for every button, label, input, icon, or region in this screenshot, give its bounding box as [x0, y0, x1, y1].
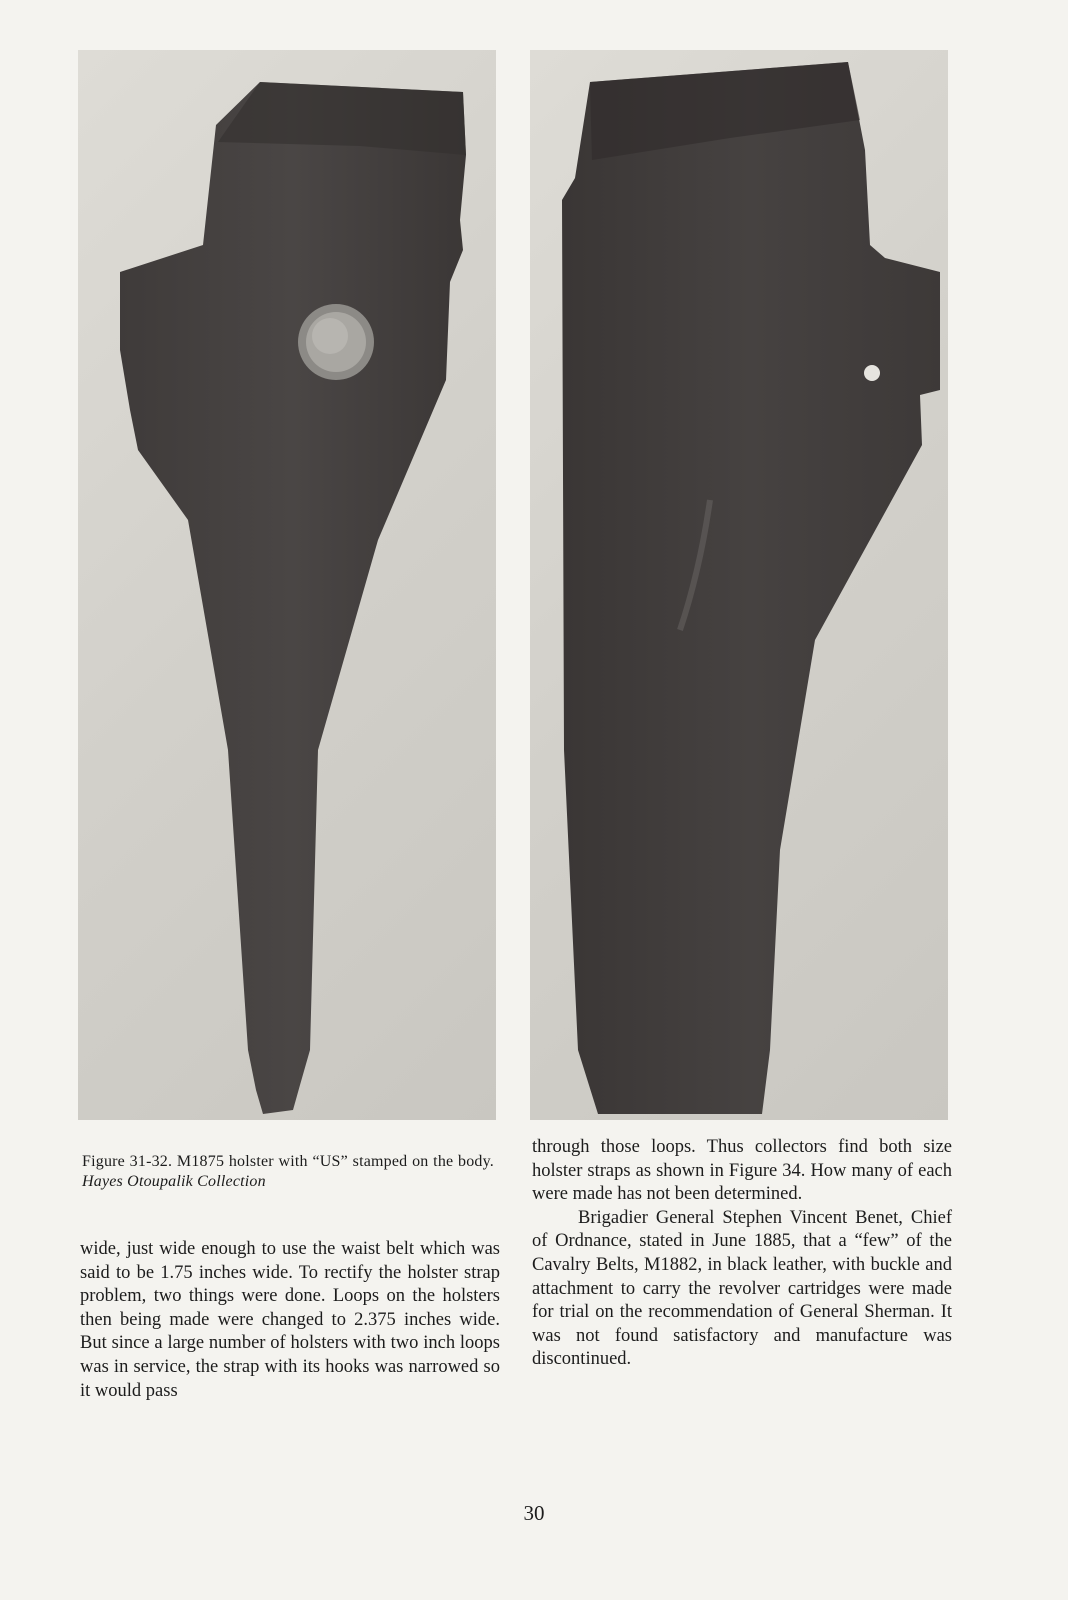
holster-front-illustration — [78, 50, 496, 1120]
right-text-column — [532, 1136, 952, 1372]
caption-text: Figure 31-32. M1875 holster with “US” stamped on the body. — [82, 1153, 494, 1170]
figure-31-photo — [78, 50, 496, 1120]
left-text-column — [80, 1238, 500, 1403]
figure-32-photo — [530, 50, 948, 1120]
caption-credit: Hayes Otoupalik Collection — [82, 1173, 266, 1190]
left-paragraph: wide, just wide enough to use the waist belt which was said to be 1.75 inches wide. To rectify the holster strap problem, two things were done. Loops on the holsters then being made were changed to 2.375 inches wide. But since a large number of holsters with two inch loops was in service, the strap with its hooks was narrowed so it would pass — [80, 1239, 500, 1401]
right-paragraph-2: Brigadier General Stephen Vincent Benet, Chief of Ordnance, stated in June 1885, that a “few” of the Cavalry Belts, M1882, in black leather, with buckle and attachment to carry the revolver cartridges were made for trial on the recommendation of General Sherman. It was not found satisfactory and manufacture was discontinued. — [532, 1207, 952, 1370]
page-number: 30 — [523, 1501, 545, 1525]
figure-caption — [82, 1152, 494, 1192]
holster-back-illustration — [530, 50, 948, 1120]
right-paragraph-1: through those loops. Thus collectors find both size holster straps as shown in Figure 34. How many of each were made has not been determined. — [532, 1137, 952, 1205]
